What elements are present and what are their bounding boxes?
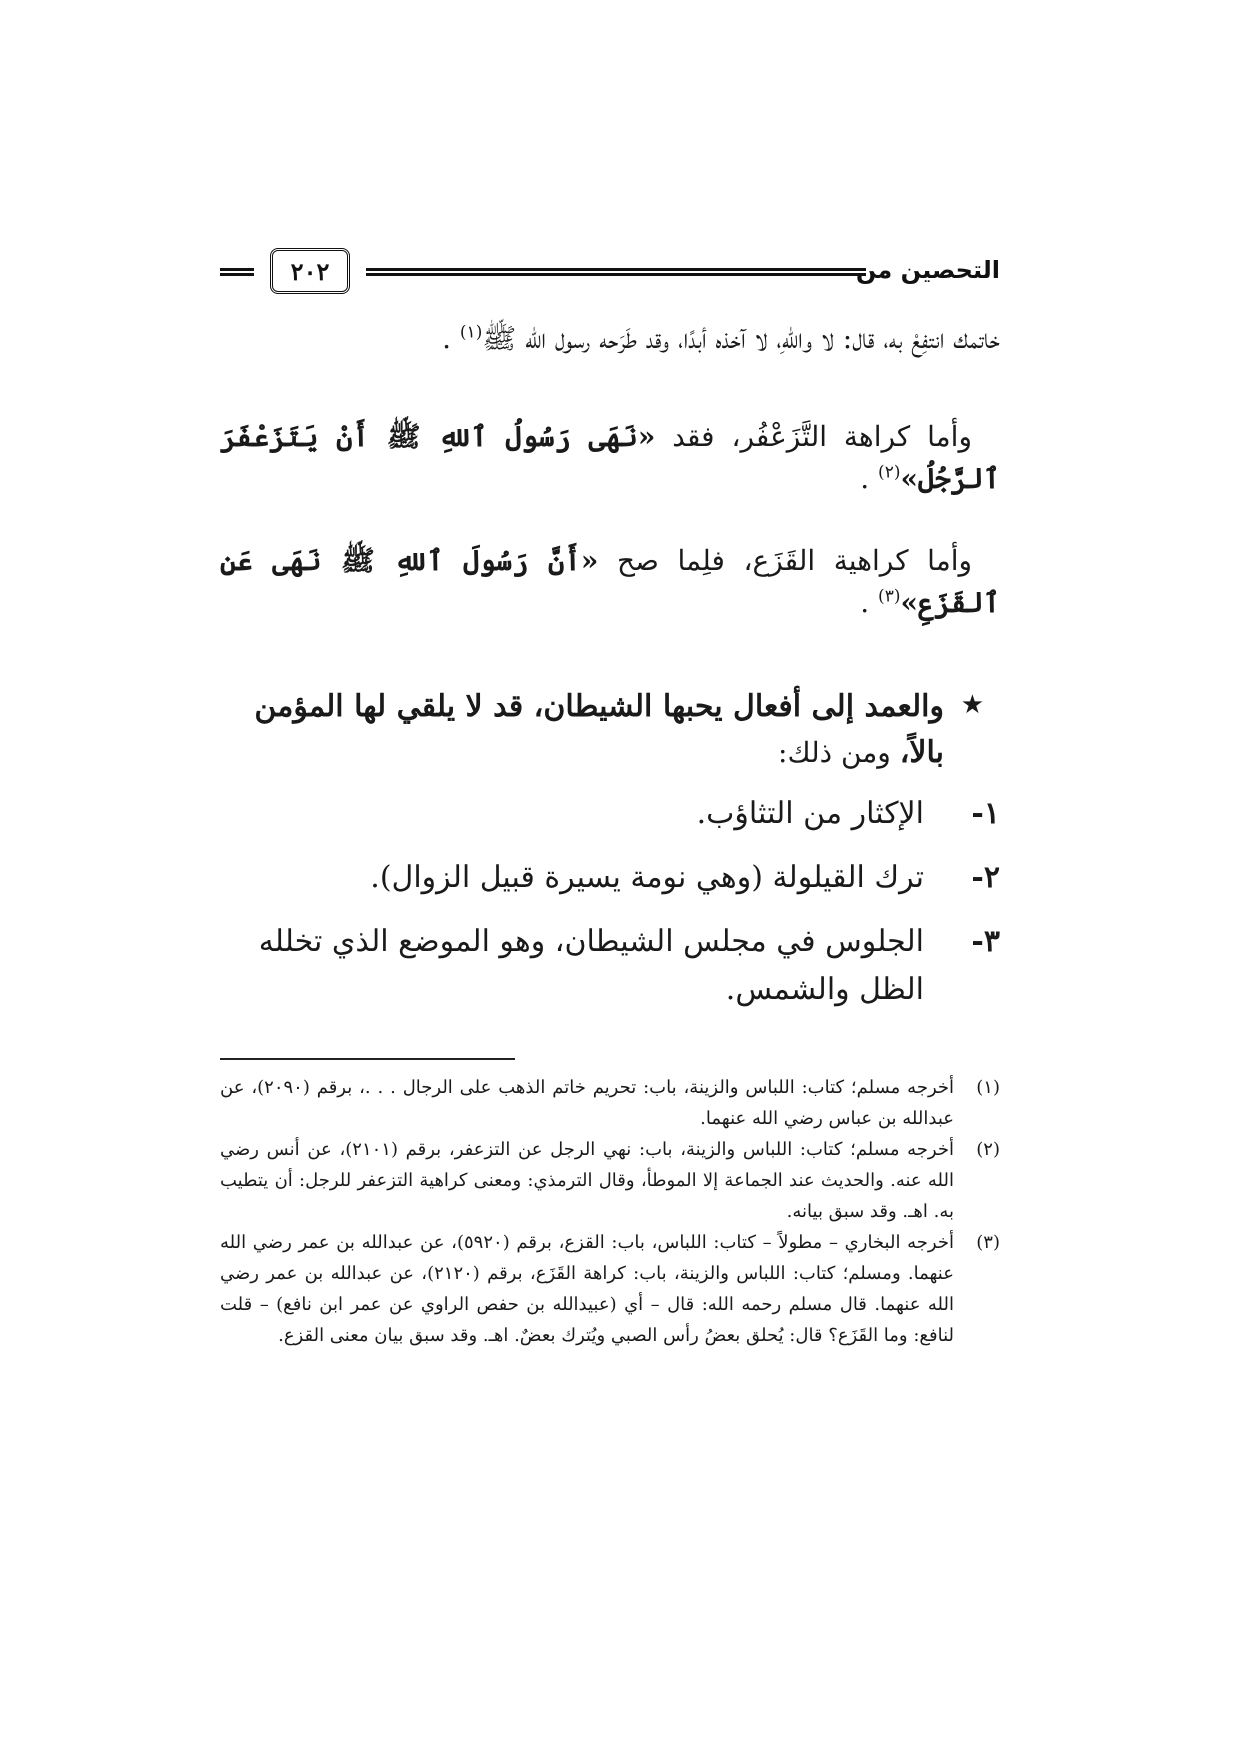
starred-point-text: [234, 684, 944, 776]
header-title: التحصين من: [855, 256, 1000, 284]
footnote-ref-3[interactable]: (٣): [878, 586, 901, 607]
paragraph-text: وأما كراهية القَزَع، فلِما صح: [617, 544, 972, 577]
star-icon: ★: [960, 690, 984, 720]
running-header: [220, 248, 1000, 300]
paragraph-end: .: [442, 322, 451, 355]
list-text: الجلوس في مجلس الشيطان، وهو الموضع الذي تخلله الظل والشمس.: [258, 924, 924, 1007]
starred-point-rest: ومن ذلك:: [778, 736, 900, 769]
footnote-number: (٢): [976, 1139, 1000, 1160]
footnote-2: [220, 1134, 1000, 1227]
footnote-ref-1[interactable]: (١): [459, 322, 483, 343]
header-rule: [366, 268, 866, 276]
paragraph-end: .: [860, 462, 870, 495]
list-number: ٣-: [971, 924, 1000, 959]
footnote-text: أخرجه مسلم؛ كتاب: اللباس والزينة، باب: تحريم خاتم الذهب على الرجال . . .، برقم (٢٠٩٠)، عن عبدالله بن عباس رضي الله عنهما.: [220, 1077, 955, 1129]
footnote-number: (١): [976, 1077, 1000, 1098]
footnote-number: (٣): [976, 1232, 1000, 1253]
footnote-ref-2[interactable]: (٢): [878, 462, 901, 483]
page-number: ٢٠٢: [270, 248, 350, 294]
footnote-3: [220, 1227, 1000, 1351]
book-page: [220, 0, 1000, 1754]
list-number: ٢-: [971, 860, 1000, 895]
footnote-text: أخرجه مسلم؛ كتاب: اللباس والزينة، باب: نهي الرجل عن التزعفر، برقم (٢١٠١)، عن أنس رضي الله عنه. والحديث عند الجماعة إلا الموطأ، وقال الترمذي: ومعنى كراهية التزعفر للرجل: أن يتطيب به. اهـ. وقد سبق بيانه.: [220, 1139, 954, 1222]
hadith-quote: «نَهَى رَسُولُ ٱللهِ ﷺ أَنْ يَتَزَعْفَرَ ٱلرَّجُلُ»: [220, 420, 1000, 495]
paragraph-3: [220, 540, 1000, 624]
paragraph-text: وأما كراهة التَّزَعْفُر، فقد: [672, 420, 972, 453]
list-text: الإكثار من التثاؤب.: [696, 796, 924, 831]
footnote-1: [220, 1072, 1000, 1134]
footnotes: [220, 1072, 1000, 1351]
list-text: ترك القيلولة (وهي نومة يسيرة قبيل الزوال).: [370, 860, 924, 895]
footnote-text: أخرجه البخاري – مطولاً – كتاب: اللباس، باب: القزع، برقم (٥٩٢٠)، عن عبدالله بن عمر رضي الله عنهما. ومسلم؛ كتاب: اللباس والزينة، باب: كراهة القَزَع، برقم (٢١٢٠)، عن عبدالله بن عمر رضي الله عنهما. قال مسلم رحمه الله: قال – أي (عبيدالله بن حفص الراوي عن عمر ابن نافع) – قلت لنافع: وما القَزَع؟ قال: يُحلق بعضُ رأس الصبي ويُترك بعضٌ. اهـ. وقد سبق بيان معنى القزع.: [220, 1232, 954, 1346]
hadith-quote: «أَنَّ رَسُولَ ٱللهِ ﷺ نَهَى عَنِ ٱلقَزَعِ»: [220, 544, 1000, 619]
paragraph-text: خاتمك انتفِعْ به، قال: لا واللهِ، لا آخذه أبدًا، وقد طَرَحه رسول الله ﷺ: [482, 322, 1000, 355]
paragraph-end: .: [860, 586, 870, 619]
list-number: ١-: [971, 796, 1000, 831]
paragraph-2: [220, 416, 1000, 500]
footnote-separator: [220, 1058, 515, 1060]
paragraph-1: [220, 318, 1000, 360]
starred-point-bold: والعمد إلى أفعال يحبها الشيطان، قد لا يلقي لها المؤمن بالاً،: [254, 689, 944, 770]
header-rule-short: [220, 268, 254, 276]
